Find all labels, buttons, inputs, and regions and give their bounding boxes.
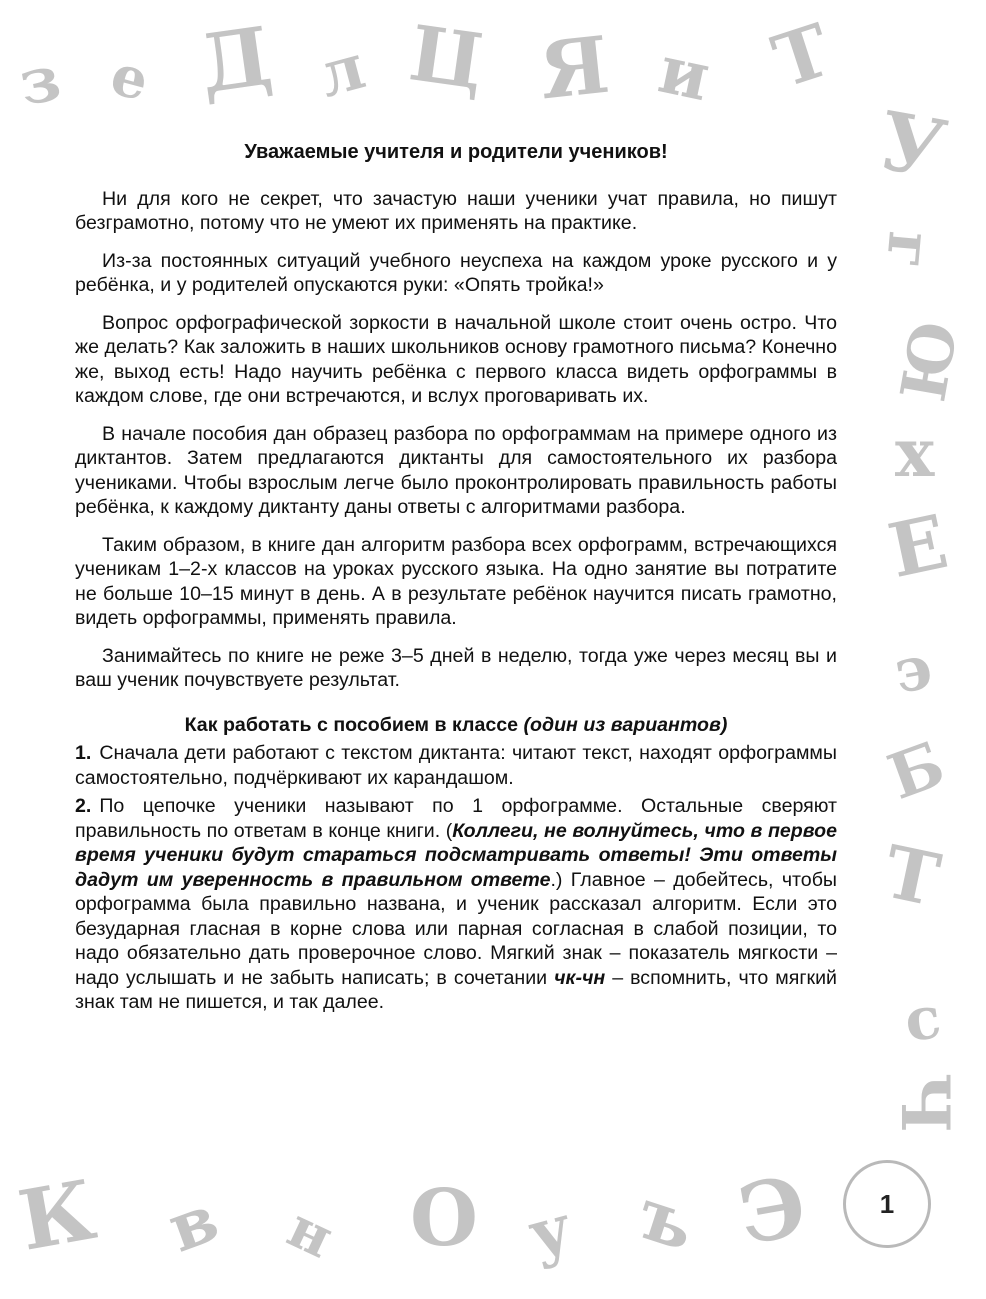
step-text: Сначала дети работают с текстом диктанта: читают текст, находят орфограммы самостоятельно, подчёркивают их карандашом. bbox=[75, 742, 837, 789]
paragraph: Занимайтесь по книге не реже 3–5 дней в неделю, тогда уже через месяц вы и ваш ученик почувствуете результат. bbox=[75, 644, 837, 691]
decor-letter: е bbox=[104, 41, 156, 115]
decor-letter: Т bbox=[763, 6, 841, 105]
decor-letter: э bbox=[889, 632, 938, 708]
paragraph: Вопрос орфографической зоркости в начальной школе стоит очень остро. Что же делать? Как заложить в наших школьников основу грамотного письма? Конечно же, выход есть! Надо научить ребёнка с первого класса видеть орфограммы в каждом слове, где они встречаются, и вслух проговаривать их. bbox=[75, 311, 837, 407]
paragraph: Ни для кого не секрет, что зачастую наши ученики учат правила, но пишут безграмотно, потому что не умеют их применять на практике. bbox=[75, 187, 837, 234]
decor-letter: К bbox=[12, 1162, 103, 1270]
decor-letter: л bbox=[311, 29, 373, 112]
decor-letter: Д bbox=[193, 8, 278, 112]
decor-letter: Ц bbox=[404, 8, 490, 107]
page-number: 1 bbox=[843, 1160, 931, 1248]
decor-letter: з bbox=[13, 41, 66, 120]
decor-letter: Ю bbox=[886, 315, 973, 407]
decor-letter: в bbox=[158, 1178, 228, 1268]
section-heading bbox=[75, 713, 837, 738]
step-text: .) Главное – добейтесь, чтобы орфограмма была правильно названа, и ученик рассказал алгоритм. Если это безударная гласная в корне слова или парная согласная в слабой позиции, то надо обязательно дать проверочное слово. Мягкий знак – показатель мягкости – надо услышать и не забыть написать; в сочетании bbox=[75, 868, 837, 989]
step-number: 1. bbox=[75, 742, 92, 764]
step-item bbox=[75, 794, 837, 1015]
decor-letter: г bbox=[871, 228, 945, 272]
decor-letter: Э bbox=[732, 1158, 814, 1264]
decor-letter: у bbox=[520, 1189, 580, 1274]
decor-letter: Т bbox=[876, 828, 947, 923]
step-emphasis: Коллеги, не волнуйтесь, что в первое время ученики будут стараться подсматривать ответы! Эти ответы дадут им уверенность в правильном ответе bbox=[75, 819, 837, 891]
paragraph: Из-за постоянных ситуаций учебного неуспеха на каждом уроке русского и у ребёнка, и у родителей опускаются руки: «Опять тройка!» bbox=[75, 249, 837, 296]
step-item bbox=[75, 741, 837, 790]
paragraph: Таким образом, в книге дан алгоритм разбора всех орфограмм, встречающихся ученикам 1–2-х классов на уроках русского языка. На одно занятие вы потратите не больше 10–15 минут в день. А в результате ребёнок научится писать грамотно, видеть орфограммы, применять правила. bbox=[75, 533, 837, 629]
decor-letter: н bbox=[277, 1194, 344, 1272]
page-title: Уважаемые учителя и родители учеников! bbox=[244, 141, 668, 163]
decor-letter: х bbox=[895, 414, 935, 492]
decor-letter: Я bbox=[535, 19, 614, 118]
section-heading-text: Как работать с пособием в классе bbox=[184, 713, 524, 736]
page-content bbox=[75, 140, 837, 1019]
decor-letter: и bbox=[652, 29, 717, 117]
paragraph: В начале пособия дан образец разбора по орфограммам на примере одного из диктантов. Затем предлагаются диктанты для самостоятельного их разбора учениками. Чтобы взрослым легче было проконтролировать правильность работы ребёнка, к каждому диктанту даны ответы с алгоритмами разбора. bbox=[75, 422, 837, 518]
decor-letter: Б bbox=[878, 727, 954, 814]
decor-letter: У bbox=[872, 93, 953, 197]
step-text: По цепочке ученики называют по 1 орфограмме. Остальные сверяют правильность по ответам в конце книги. ( bbox=[75, 795, 837, 842]
section-heading-note: (один из вариантов) bbox=[523, 713, 728, 736]
step-text: – вспомнить, что мягкий знак там не пишется, и так далее. bbox=[75, 966, 837, 1013]
decor-letter: Е bbox=[881, 499, 955, 595]
decor-letter: Ч bbox=[886, 1072, 965, 1134]
step-emphasis: чк-чн bbox=[554, 966, 606, 989]
decor-letter: ъ bbox=[628, 1171, 706, 1268]
decor-letter: О bbox=[410, 1173, 478, 1264]
decor-letter: с bbox=[900, 982, 945, 1056]
step-number: 2. bbox=[75, 795, 92, 817]
